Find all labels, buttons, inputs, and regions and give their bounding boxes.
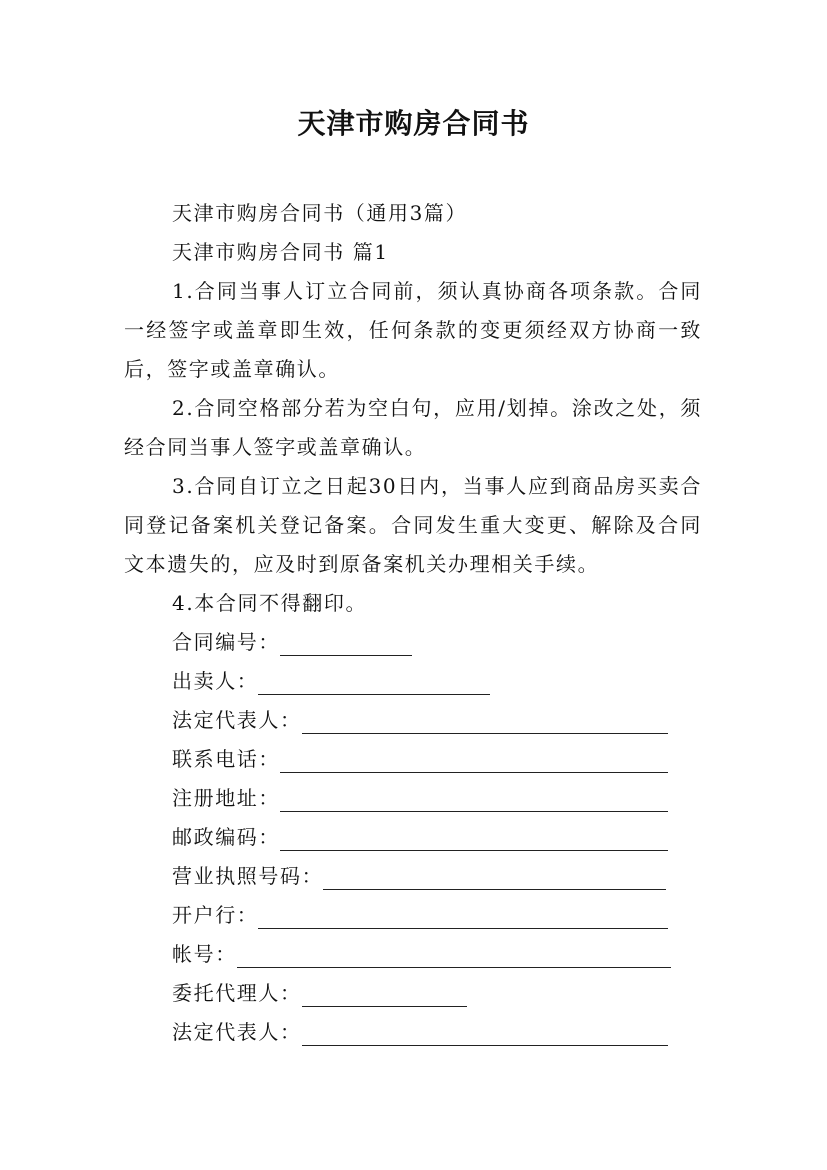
fill-in-blank xyxy=(280,627,412,656)
field-label: 出卖人： xyxy=(172,669,259,693)
field-label: 邮政编码： xyxy=(172,825,280,849)
field-label: 法定代表人： xyxy=(172,1020,302,1044)
field-postal-code xyxy=(124,818,702,857)
field-contract-number xyxy=(124,623,702,662)
field-bank xyxy=(124,896,702,935)
fill-in-blank xyxy=(302,978,467,1007)
field-label: 营业执照号码： xyxy=(172,864,324,888)
paragraph-3: 3.合同自订立之日起30日内，当事人应到商品房买卖合同登记备案机关登记备案。合同发生重大变更、解除及合同文本遗失的，应及时到原备案机关办理相关手续。 xyxy=(124,474,702,576)
fill-in-blank xyxy=(280,783,668,812)
fill-in-blank xyxy=(302,1017,668,1046)
field-label: 法定代表人： xyxy=(172,708,302,732)
fill-in-blank xyxy=(258,900,668,929)
field-account xyxy=(124,935,702,974)
document-subtitle: 天津市购房合同书（通用3篇） xyxy=(172,201,468,225)
field-seller xyxy=(124,662,702,701)
field-phone xyxy=(124,740,702,779)
fill-in-blank xyxy=(280,822,668,851)
field-label: 开户行： xyxy=(172,903,259,927)
field-label: 注册地址： xyxy=(172,786,280,810)
field-label: 帐号： xyxy=(172,942,237,966)
document-title: 天津市购房合同书 xyxy=(297,107,530,140)
field-label: 联系电话： xyxy=(172,747,280,771)
fill-in-blank xyxy=(280,744,668,773)
fill-in-blank xyxy=(323,861,666,890)
field-business-license xyxy=(124,857,702,896)
document-body xyxy=(124,194,702,1052)
paragraph-2: 2.合同空格部分若为空白句，应用/划掉。涂改之处，须经合同当事人签字或盖章确认。 xyxy=(124,396,702,459)
field-label: 合同编号： xyxy=(172,630,280,654)
field-registered-address xyxy=(124,779,702,818)
field-legal-representative-2 xyxy=(124,1013,702,1052)
paragraph-4: 4.本合同不得翻印。 xyxy=(172,591,368,615)
field-agent xyxy=(124,974,702,1013)
fill-in-blank xyxy=(302,705,668,734)
paragraph-1: 1.合同当事人订立合同前，须认真协商各项条款。合同一经签字或盖章即生效，任何条款的变更须经双方协商一致后，签字或盖章确认。 xyxy=(124,279,702,381)
section-heading: 天津市购房合同书 篇1 xyxy=(172,240,389,264)
fill-in-blank xyxy=(237,939,671,968)
field-label: 委托代理人： xyxy=(172,981,302,1005)
field-legal-representative xyxy=(124,701,702,740)
fill-in-blank xyxy=(258,666,490,695)
